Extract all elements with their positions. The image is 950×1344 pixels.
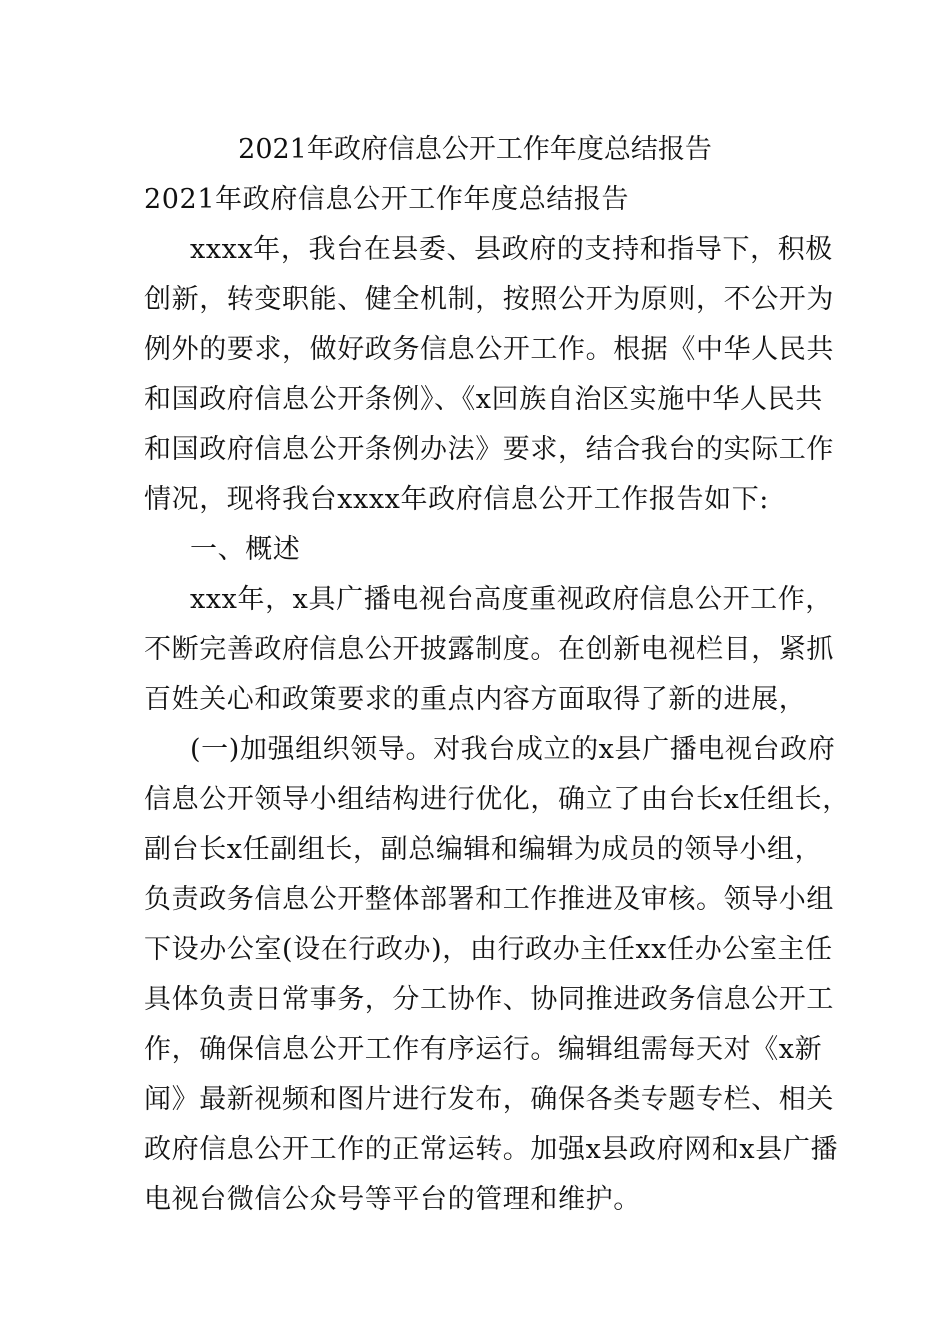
paragraph-line: 负责政务信息公开整体部署和工作推进及审核。领导小组	[144, 884, 834, 915]
paragraph-line: 具体负责日常事务，分工协作、协同推进政务信息公开工	[144, 984, 834, 1015]
paragraph-line: 副台长x任副组长，副总编辑和编辑为成员的领导小组，	[144, 834, 823, 865]
paragraph-line: 和国政府信息公开条例办法》要求，结合我台的实际工作	[144, 434, 834, 465]
paragraph-line: 百姓关心和政策要求的重点内容方面取得了新的进展，	[144, 684, 807, 715]
paragraph-line: 和国政府信息公开条例》、《x回族自治区实施中华人民共	[144, 384, 823, 415]
report-heading-line: 2021年政府信息公开工作年度总结报告	[144, 184, 630, 215]
paragraph-line: 闻》最新视频和图片进行发布，确保各类专题专栏、相关	[144, 1084, 834, 1115]
paragraph-line: 政府信息公开工作的正常运转。加强x县政府网和x县广播	[144, 1134, 839, 1165]
paragraph-line: (一)加强组织领导。对我台成立的x县广播电视台政府	[190, 734, 836, 765]
paragraph-line: 电视台微信公众号等平台的管理和维护。	[144, 1184, 641, 1215]
paragraph-line: 创新，转变职能、健全机制，按照公开为原则，不公开为	[144, 284, 834, 315]
paragraph-line: 情况，现将我台xxxx年政府信息公开工作报告如下:	[144, 484, 770, 515]
section-heading: 一、概述	[190, 534, 301, 565]
paragraph-line: 作，确保信息公开工作有序运行。编辑组需每天对《x新	[144, 1034, 823, 1065]
paragraph-line: 不断完善政府信息公开披露制度。在创新电视栏目，紧抓	[144, 634, 834, 665]
paragraph-line: xxxx年，我台在县委、县政府的支持和指导下，积极	[190, 234, 833, 265]
paragraph-line: xxx年，x具广播电视台高度重视政府信息公开工作，	[190, 584, 833, 615]
document-title: 2021年政府信息公开工作年度总结报告	[238, 134, 712, 165]
paragraph-line: 信息公开领导小组结构进行优化，确立了由台长x任组长，	[144, 784, 850, 815]
paragraph-line: 例外的要求，做好政务信息公开工作。根据《中华人民共	[144, 334, 834, 365]
paragraph-line: 下设办公室(设在行政办)，由行政办主任xx任办公室主任	[144, 934, 833, 965]
